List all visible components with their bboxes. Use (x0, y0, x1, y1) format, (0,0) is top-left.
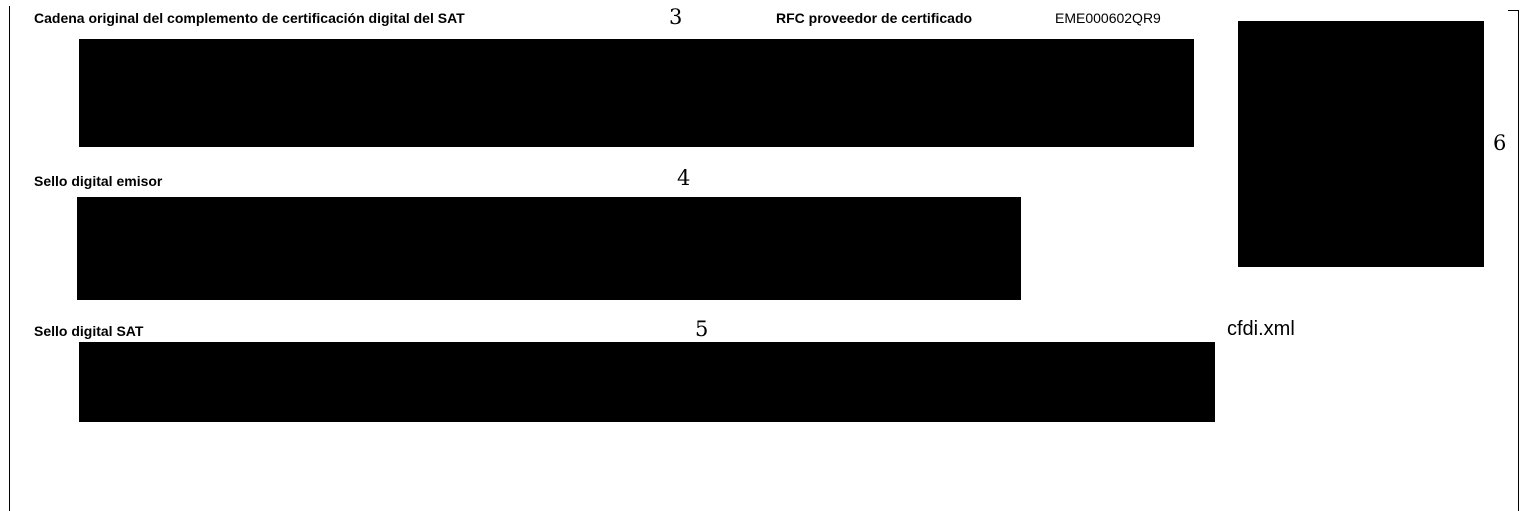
cadena-original-redacted-block (79, 39, 1194, 147)
sello-sat-label: Sello digital SAT (34, 323, 144, 339)
sello-sat-redacted-block (79, 342, 1215, 422)
attachment-filename[interactable]: cfdi.xml (1227, 318, 1295, 340)
sello-emisor-label: Sello digital emisor (34, 173, 163, 189)
page-border-top-right (1508, 10, 1519, 11)
sello-sat-marker: 5 (695, 317, 709, 341)
page-border-left (9, 6, 10, 511)
qr-marker: 6 (1493, 131, 1507, 155)
sello-emisor-marker: 4 (677, 166, 691, 190)
qr-code-redacted (1238, 21, 1484, 267)
page-border-right (1518, 10, 1519, 511)
sello-emisor-redacted-block (77, 197, 1021, 300)
rfc-proveedor-value: EME000602QR9 (1055, 10, 1161, 26)
cadena-marker: 3 (669, 5, 683, 29)
cadena-original-label: Cadena original del complemento de certificación digital del SAT (34, 10, 465, 26)
rfc-proveedor-label: RFC proveedor de certificado (776, 10, 973, 26)
